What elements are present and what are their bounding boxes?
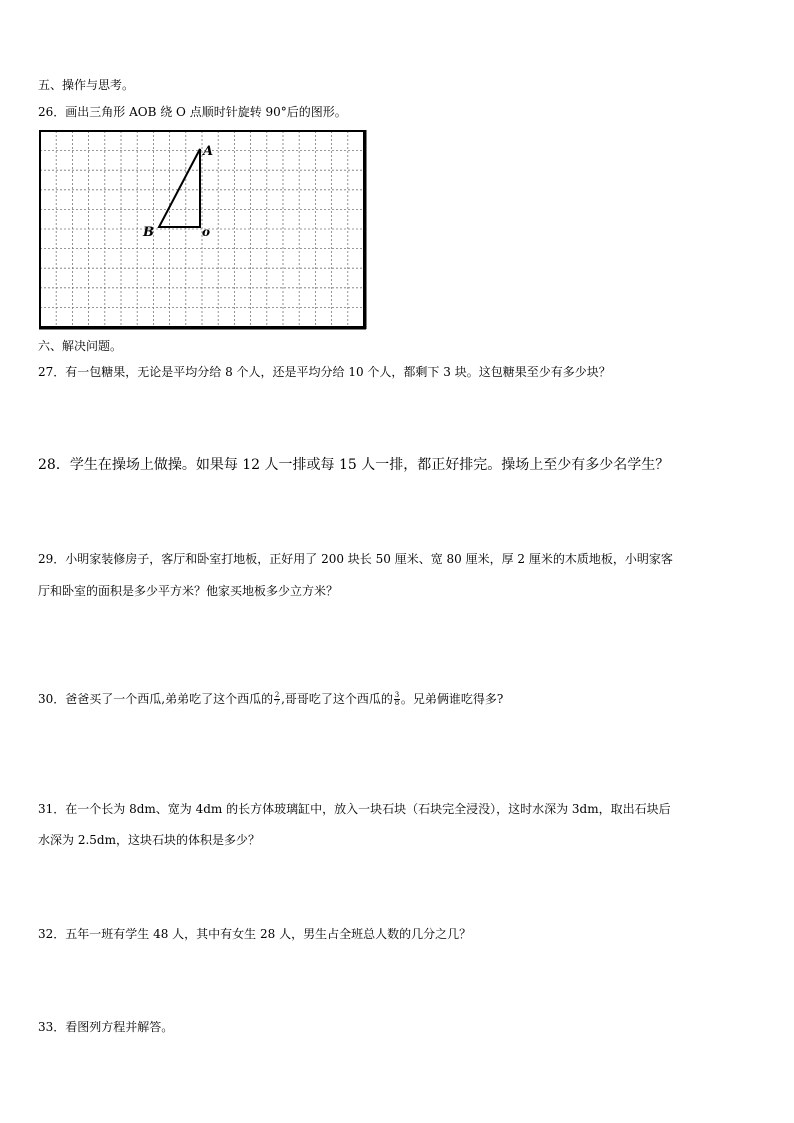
- fraction-denominator: 7: [274, 699, 280, 707]
- section-6-heading: 六、解决问题。: [38, 339, 123, 353]
- question-29-line-1: 29．小明家装修房子，客厅和卧室打地板，正好用了 200 块长 50 厘米、宽 80 厘米，厚 2 厘米的木质地板，小明家客: [38, 552, 673, 566]
- fraction-numerator: 3: [394, 691, 400, 699]
- question-30-part-2: ,哥哥吃了这个西瓜的: [281, 692, 393, 706]
- question-30: [38, 691, 503, 707]
- fraction-numerator: 2: [274, 691, 280, 699]
- question-30-part-1: 30．爸爸买了一个西瓜,弟弟吃了这个西瓜的: [38, 692, 274, 706]
- question-30-part-3: 。兄弟俩谁吃得多?: [400, 692, 504, 706]
- question-27: 27．有一包糖果，无论是平均分给 8 个人，还是平均分给 10 个人，都剩下 3 块。这包糖果至少有多少块？: [38, 365, 611, 379]
- question-31-line-2: 水深为 2.5dm，这块石块的体积是多少？: [38, 833, 260, 847]
- fraction-2-7: [274, 692, 280, 707]
- question-29-line-2: 厅和卧室的面积是多少平方米？他家买地板多少立方米？: [38, 584, 339, 598]
- point-b-label: B: [143, 225, 154, 240]
- fraction-3-8: [394, 692, 400, 707]
- question-33: 33．看图列方程并解答。: [38, 1020, 174, 1034]
- question-28: 28．学生在操场上做操。如果每 12 人一排或每 15 人一排，都正好排完。操场上至少有多少名学生？: [38, 457, 670, 473]
- section-5-heading: 五、操作与思考。: [38, 78, 135, 92]
- question-31-line-1: 31．在一个长为 8dm、宽为 4dm 的长方体玻璃缸中，放入一块石块（石块完全浸没），这时水深为 3dm，取出石块后: [38, 802, 671, 816]
- grid-svg: [38, 129, 368, 331]
- triangle-aob: [159, 149, 200, 227]
- rotation-grid-figure: [38, 129, 368, 335]
- fraction-denominator: 8: [394, 699, 400, 707]
- point-o-label: o: [202, 225, 211, 239]
- point-a-label: A: [203, 144, 214, 159]
- question-26: 26．画出三角形 AOB 绕 O 点顺时针旋转 90°后的图形。: [38, 105, 347, 119]
- question-32: 32．五年一班有学生 48 人，其中有女生 28 人，男生占全班总人数的几分之几？: [38, 927, 472, 941]
